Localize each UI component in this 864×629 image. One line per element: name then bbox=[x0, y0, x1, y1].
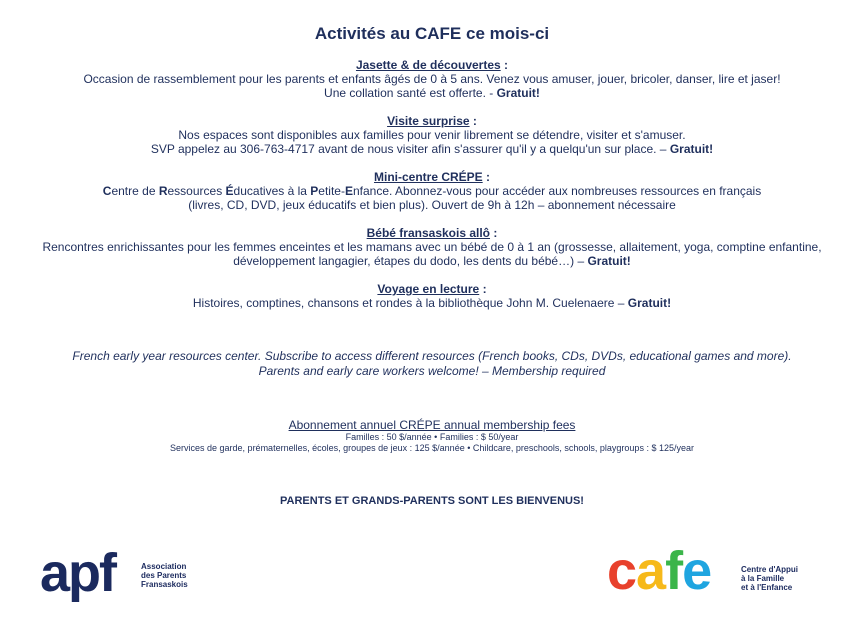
apf-logo bbox=[40, 543, 200, 614]
section-text: (livres, CD, DVD, jeux éducatifs et bien plus). Ouvert de 9h à 12h – abonnement nécessaire bbox=[188, 198, 676, 212]
section-text: Nos espaces sont disponibles aux familles pour venir librement se détendre, visiter et s'amuser. bbox=[178, 128, 686, 142]
membership-fees bbox=[10, 418, 854, 454]
section-mini-centre-crepe bbox=[10, 170, 854, 212]
fees-families: Familles : 50 $/année • Families : $ 50/year bbox=[345, 432, 519, 442]
page-title: Activités au CAFE ce mois-ci bbox=[314, 24, 550, 43]
section-heading: Voyage en lecture : bbox=[377, 282, 487, 296]
section-voyage-en-lecture bbox=[10, 282, 854, 310]
cafe-logo-subtitle: Centre d'Appui à la Famille et à l'Enfance bbox=[741, 565, 799, 592]
section-text-acronym: Centre de Ressources Éducatives à la Petite-Enfance. Abonnez-vous pour accéder aux nombreuses ressources en français bbox=[102, 184, 762, 198]
cafe-logo-wordmark: cafe bbox=[607, 541, 712, 601]
section-text: Histoires, comptines, chansons et rondes à la bibliothèque John M. Cuelenaere – Gratuit! bbox=[192, 296, 672, 310]
cafe-logo bbox=[607, 541, 837, 610]
apf-logo-wordmark: apf bbox=[40, 543, 115, 603]
section-heading: Bébé fransaskois allô : bbox=[366, 226, 498, 240]
section-heading: Jasette & de découvertes : bbox=[355, 58, 509, 72]
section-text: SVP appelez au 306-763-4717 avant de nous visiter afin s'assurer qu'il y a quelqu'un sur place. – Gratuit! bbox=[150, 142, 714, 156]
section-visite-surprise bbox=[10, 114, 854, 156]
section-heading: Mini-centre CRÉPE : bbox=[373, 170, 491, 184]
welcome-message: PARENTS ET GRANDS-PARENTS SONT LES BIENVENUS! bbox=[280, 495, 584, 507]
section-text: Une collation santé est offerte. - Gratuit! bbox=[324, 86, 540, 100]
section-bebe-fransaskois bbox=[10, 226, 854, 268]
apf-logo-subtitle: Association des Parents Fransaskois bbox=[141, 562, 188, 589]
section-heading: Visite surprise : bbox=[387, 114, 477, 128]
section-jasette bbox=[10, 58, 854, 100]
english-description: French early year resources center. Subscribe to access different resources (French books, CDs, DVDs, educational games and more). Parents and early care workers welcome! – Membership required bbox=[72, 349, 792, 378]
fees-services: Services de garde, prématernelles, écoles, groupes de jeux : 125 $/année • Childcare, preschools, schools, playgroups : $ 125/year bbox=[170, 443, 694, 453]
section-text: développement langagier, étapes du dodo, les dents du bébé…) – Gratuit! bbox=[233, 254, 631, 268]
fees-heading: Abonnement annuel CRÉPE annual membership fees bbox=[288, 418, 576, 432]
section-text: Rencontres enrichissantes pour les femmes enceintes et les mamans avec un bébé de 0 à 1 an (grossesse, allaitement, yoga, comptine enfantine, bbox=[42, 240, 822, 254]
section-text: Occasion de rassemblement pour les parents et enfants âgés de 0 à 5 ans. Venez vous amuser, jouer, bricoler, danser, lire et jaser! bbox=[83, 72, 781, 86]
